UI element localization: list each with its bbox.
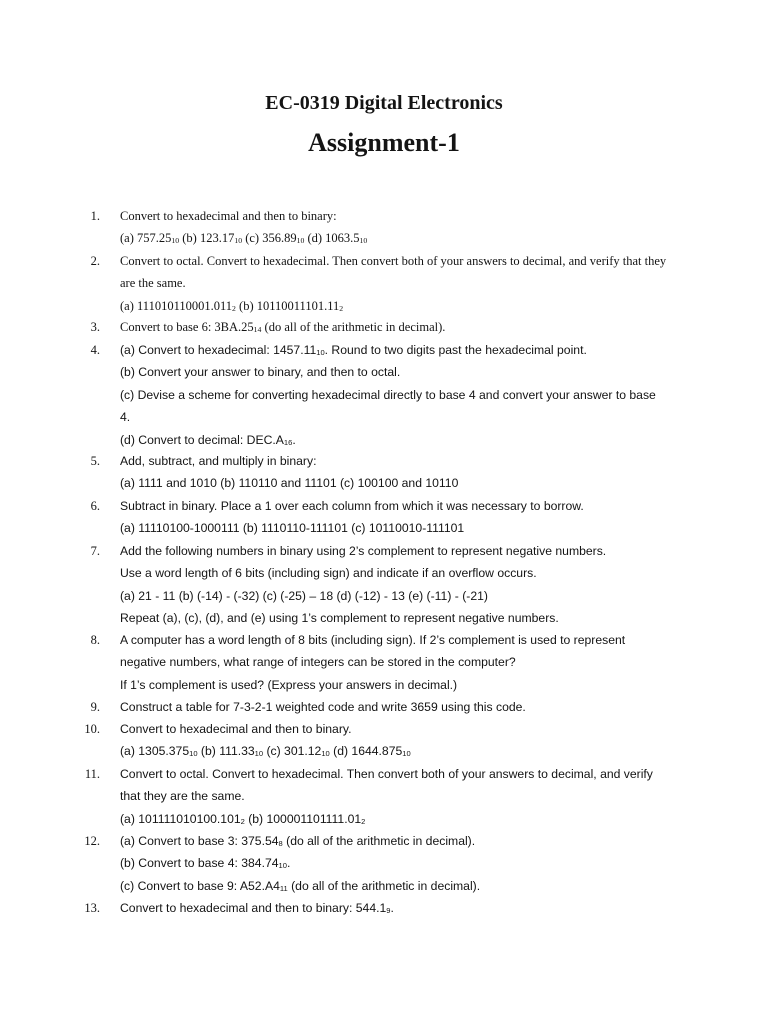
question-text-line: (b) Convert to base 4: $384.74_{10}$.	[120, 856, 291, 871]
question-number: 8.	[90, 633, 100, 647]
assignment-title: Assignment-1	[308, 128, 460, 157]
question-text-line: Convert to hexadecimal and then to binary:	[120, 209, 337, 223]
base-subscript: 10	[278, 861, 287, 871]
question-text-line: (a) $111010110001.011_2$ (b) $10110011101.11_2$	[120, 298, 344, 313]
question-text-line: Construct a table for 7-3-2-1 weighted code and write 3659 using this code.	[120, 700, 526, 714]
question-text-line: (a) Convert to base 3: $375.54_8$ (do all of the arithmetic in decimal).	[120, 834, 476, 849]
base-subscript: 2	[339, 303, 344, 313]
base-subscript: 2	[232, 303, 236, 313]
question-number: 12.	[84, 834, 100, 848]
question-text-line: (a) $101111010100.101_2$ (b) $100001101111.01_2$	[120, 811, 366, 826]
base-subscript: 10	[189, 749, 198, 759]
question-text-line: Convert to hexadecimal and then to binary.	[120, 722, 352, 736]
question-number: 7.	[90, 544, 100, 558]
question-text-line: Convert to base 6: $3BA.25_{14}$ (do all of the arithmetic in decimal).	[120, 320, 446, 335]
question-text-line: Convert to octal. Convert to hexadecimal. Then convert both of your answers to decimal, and verify that they	[120, 254, 667, 268]
base-subscript: 2	[240, 816, 245, 826]
base-subscript: 10	[402, 749, 411, 759]
question-text-line: Subtract in binary. Place a 1 over each column from which it was necessary to borrow.	[120, 499, 584, 513]
question-number: 5.	[90, 454, 100, 468]
question-text-line: Use a word length of 6 bits (including sign) and indicate if an overflow occurs.	[120, 566, 537, 581]
question-number: 13.	[84, 901, 100, 915]
question-text-line: (a) $757.25_{10}$ (b) $123.17_{10}$ (c) $356.89_{10}$ (d) $1063.5_{10}$	[120, 231, 368, 246]
base-subscript: 16	[283, 437, 293, 447]
base-subscript: 8	[278, 839, 283, 849]
question-text-line: negative numbers, what range of integers can be stored in the computer?	[120, 655, 516, 670]
base-subscript: 10	[254, 749, 264, 759]
question-number: 9.	[90, 700, 100, 714]
base-subscript: 10	[359, 236, 368, 246]
question-number: 11.	[84, 767, 100, 781]
question-text-line: (c) Devise a scheme for converting hexadecimal directly to base 4 and convert your answer to base	[120, 387, 656, 402]
question-text-line: Repeat (a), (c), (d), and (e) using 1’s complement to represent negative numbers.	[120, 611, 559, 626]
question-number: 2.	[90, 254, 100, 268]
question-text-line: (c) Convert to base 9: $A52.A4_{11}$ (do all of the arithmetic in decimal).	[120, 878, 481, 893]
question-number: 6.	[90, 499, 100, 513]
base-subscript: 10	[321, 749, 330, 759]
question-text-line: (d) Convert to decimal: $DEC.A_{16}$.	[120, 432, 296, 447]
question-text-line: Add the following numbers in binary using 2’s complement to represent negative numbers.	[120, 544, 607, 558]
base-subscript: 11	[279, 883, 288, 893]
course-title: EC-0319 Digital Electronics	[265, 92, 503, 114]
question-number: 3.	[90, 320, 100, 334]
question-text-line: (a) 21 - 11 (b) (-14) - (-32) (c) (-25) – 18 (d) (-12) - 13 (e) (-11) - (-21)	[120, 588, 488, 603]
base-subscript: 14	[253, 325, 262, 335]
question-number: 4.	[90, 343, 100, 357]
question-text-line: (b) Convert your answer to binary, and then to octal.	[120, 365, 401, 380]
question-text-line: (a) 1111 and 1010 (b) 110110 and 11101 (c) 100100 and 10110	[120, 476, 459, 491]
question-number: 10.	[84, 722, 100, 736]
base-subscript: 10	[171, 236, 180, 246]
question-text-line: (a) $1305.375_{10}$ (b) $111.33_{10}$ (c) $301.12_{10}$ (d) $1644.875_{10}$	[120, 744, 411, 759]
question-text-line: 4.	[120, 410, 131, 425]
question-text-line: Add, subtract, and multiply in binary:	[120, 454, 317, 468]
base-subscript: 10	[316, 348, 325, 358]
question-text-line: If 1’s complement is used? (Express your answers in decimal.)	[120, 677, 458, 692]
base-subscript: 10	[296, 236, 305, 246]
question-text-line: (a) 11110100-1000111 (b) 1110110-111101 (c) 10110010-111101	[120, 521, 465, 536]
question-text-line: Convert to hexadecimal and then to binary: $544.1_9$.	[120, 901, 394, 916]
question-text-line: (a) Convert to hexadecimal: $1457.11_{10}$. Round to two digits past the hexadecimal point.	[120, 343, 587, 358]
base-subscript: 10	[234, 236, 243, 246]
question-text-line: A computer has a word length of 8 bits (including sign). If 2’s complement is used to represent	[120, 633, 626, 647]
question-number: 1.	[90, 209, 100, 223]
question-text-line: that they are the same.	[120, 789, 245, 804]
question-text-line: Convert to octal. Convert to hexadecimal. Then convert both of your answers to decimal, and verify	[120, 767, 653, 781]
base-subscript: 2	[361, 816, 366, 826]
question-text-line: are the same.	[120, 276, 186, 291]
base-subscript: 9	[386, 906, 391, 916]
